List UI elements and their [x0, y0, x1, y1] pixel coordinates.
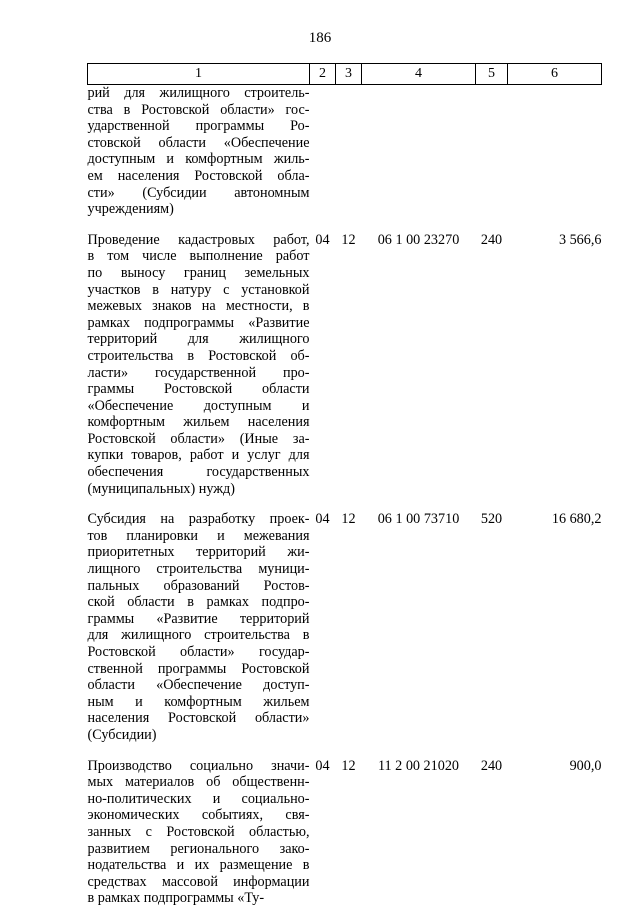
row-spacer-cell: [88, 218, 602, 232]
description-line: экономических событиях, свя-: [87, 807, 310, 824]
expense-type-code: [476, 85, 508, 218]
section-code: 04: [315, 757, 330, 774]
description-line: нодательства и их размещение в: [87, 857, 310, 874]
description-line: приоритетных территорий жи-: [87, 544, 310, 561]
section-code: 04: [315, 231, 330, 248]
row-spacer: [88, 497, 602, 511]
description-line: территорий для жилищного: [87, 331, 310, 348]
column-header-4: 4: [362, 64, 476, 85]
description-line: ударственной программы Ро-: [87, 118, 310, 135]
description-line: развитием регионального зако-: [87, 840, 310, 857]
description-line: граммы «Развитие территорий: [87, 610, 310, 627]
description-line: тов планировки и межевания: [87, 527, 310, 544]
section-code: 04: [315, 511, 330, 528]
row-spacer-cell: [88, 497, 602, 511]
description-line: (Субсидии): [87, 726, 157, 743]
expense-type-code: 240: [480, 231, 503, 248]
table-row: [88, 511, 602, 743]
subsection-code: 12: [341, 231, 356, 248]
description-line: Производство социально значи-: [87, 757, 310, 774]
description-line: комфортным жильем населения: [87, 414, 310, 431]
subsection-code: [336, 85, 362, 218]
description-line: в том числе выполнение работ: [87, 248, 310, 265]
table-row: [88, 85, 602, 218]
amount-value: 900,0: [569, 757, 602, 774]
target-article-code: 11 2 00 21020: [377, 757, 460, 774]
table-row: [88, 758, 602, 907]
expense-type-code: 520: [480, 511, 503, 528]
description-line: Проведение кадастровых работ,: [87, 231, 310, 248]
description-line: области «Обеспечение доступ-: [87, 677, 310, 694]
description-line: по выносу границ земельных: [87, 264, 310, 281]
column-header-3: 3: [336, 64, 362, 85]
table-row: [88, 232, 602, 498]
description-line: доступным и комфортным жиль-: [87, 151, 310, 168]
description-line: купки товаров, работ и услуг для: [87, 447, 310, 464]
column-header-2: 2: [310, 64, 336, 85]
description-line: Субсидия на разработку проек-: [87, 511, 310, 528]
row-description: [88, 85, 310, 218]
description-line: средствах массовой информации: [87, 873, 310, 890]
column-header-6: 6: [508, 64, 602, 85]
amount-value: 16 680,2: [551, 511, 602, 528]
amount-value: [508, 85, 602, 218]
page-number: 186: [308, 30, 332, 46]
row-spacer-cell: [88, 744, 602, 758]
description-line: Ростовской области» (Иные за-: [87, 430, 310, 447]
description-line: «Обеспечение доступным и: [87, 397, 310, 414]
description-line: ственной программы Ростовской: [87, 660, 310, 677]
row-description: [88, 511, 310, 743]
description-line: в рамках подпрограммы «Ту-: [87, 890, 265, 907]
target-article-code: 06 1 00 73710: [377, 511, 460, 528]
description-line: рамках подпрограммы «Развитие: [87, 314, 310, 331]
subsection-code: 12: [341, 757, 356, 774]
description-line: Ростовской области» государ-: [87, 644, 310, 660]
row-description: [88, 232, 310, 498]
row-description: [88, 758, 310, 907]
description-line: но-политических и социально-: [87, 790, 310, 807]
subsection-code: 12: [341, 511, 356, 528]
description-line: рий для жилищного строитель-: [87, 85, 310, 101]
description-line: участков в натуру с установкой: [87, 281, 310, 298]
description-line: ласти» государственной про-: [87, 364, 310, 381]
description-line: мых материалов об общественн-: [87, 774, 310, 791]
description-line: (муниципальных) нужд): [87, 480, 235, 497]
column-header-5: 5: [476, 64, 508, 85]
table-header-row: [88, 64, 602, 85]
description-line: ской области в рамках подпро-: [87, 594, 310, 611]
target-article-code: [362, 85, 476, 218]
column-header-1: 1: [88, 64, 310, 85]
expense-type-code: 240: [480, 757, 503, 774]
row-spacer: [88, 218, 602, 232]
description-line: межевых знаков на местности, в: [87, 298, 310, 315]
row-spacer: [88, 744, 602, 758]
description-line: лищного строительства муници-: [87, 561, 310, 578]
description-line: пальных образований Ростов-: [87, 577, 310, 594]
amount-value: 3 566,6: [558, 231, 602, 248]
description-line: стовской области «Обеспечение: [87, 134, 310, 151]
description-line: строительства в Ростовской об-: [87, 347, 310, 364]
budget-table: [87, 63, 602, 907]
description-line: для жилищного строительства в: [87, 627, 310, 644]
description-line: сти» (Субсидии автономным: [87, 184, 310, 201]
description-line: населения Ростовской области»: [87, 710, 310, 727]
description-line: учреждениям): [87, 201, 174, 218]
description-line: ем населения Ростовской обла-: [87, 167, 310, 184]
description-line: граммы Ростовской области: [87, 381, 310, 398]
target-article-code: 06 1 00 23270: [377, 231, 460, 248]
table-body: [88, 85, 602, 907]
description-line: занных с Ростовской областью,: [87, 823, 310, 840]
description-line: ным и комфортным жильем: [87, 693, 310, 710]
section-code: [310, 85, 336, 218]
description-line: обеспечения государственных: [87, 464, 310, 481]
description-line: ства в Ростовской области» гос-: [87, 101, 310, 118]
